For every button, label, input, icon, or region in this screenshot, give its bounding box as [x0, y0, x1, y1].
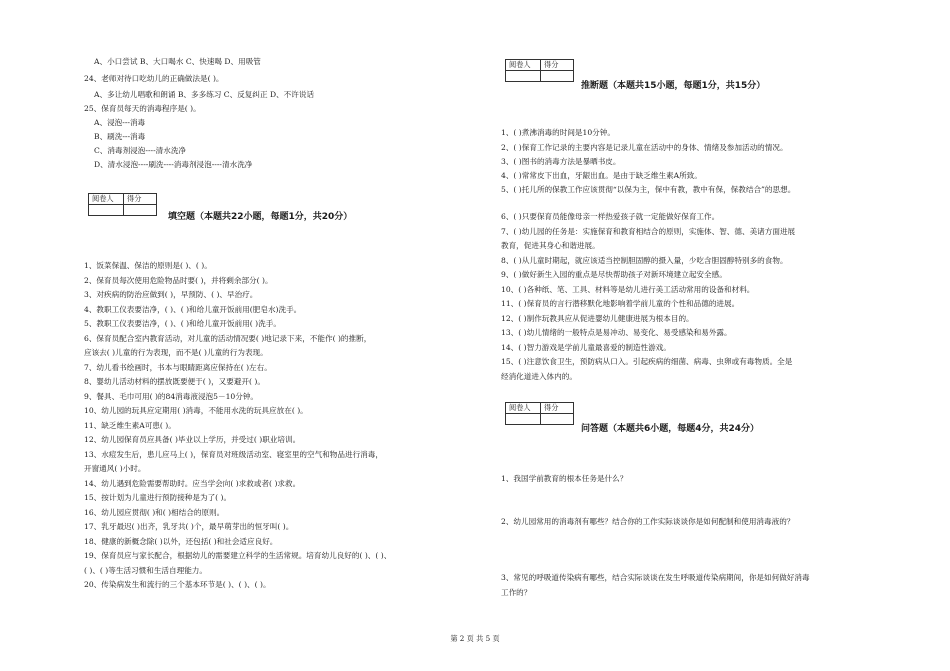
judge-line: 6、( )只要保育员能像母亲一样热爱孩子就一定能做好保育工作。 — [501, 212, 720, 221]
judge-line: 经消化道进入体内的。 — [501, 372, 577, 381]
qa-line: 1、我国学前教育的根本任务是什么？ — [501, 474, 628, 483]
qa-line: 2、幼儿园常用的消毒剂有哪些？结合你的工作实际谈谈你是如何配制和使用消毒液的？ — [501, 517, 795, 526]
judge-line: 教育，促进其身心和谐进展。 — [501, 241, 600, 250]
fill-line: 10、幼儿园的玩具应定期用( )消毒，不能用水洗的玩具应放在( )。 — [84, 406, 308, 415]
fill-line: 8、婴幼儿活动材料的摆放既要便于( )，又要避开( )。 — [84, 377, 265, 386]
fill-section-title: 填空题（本题共22小题，每题1分，共20分） — [168, 212, 353, 222]
fill-line: 4、教职工仪表要洁净，( )、( )和给儿童开饭前用(肥皂水)洗手。 — [84, 305, 302, 314]
score-box-fill — [88, 193, 157, 216]
reviewer-cell — [89, 205, 124, 216]
fill-line: 开窗通风( )小时。 — [84, 464, 146, 473]
question-25: 25、保育员每天的消毒程序是( )。 — [84, 104, 201, 113]
reviewer-label: 阅卷人 — [506, 403, 541, 414]
score-box-judge — [505, 59, 574, 82]
judge-line: 12、( )制作玩教具应从促进婴幼儿健康进展为根本目的。 — [501, 314, 694, 323]
question-25-option-d: D、清水浸泡----刷洗----消毒剂浸泡----清水洗净 — [94, 160, 253, 169]
judge-line: 13、( )幼儿情绪的一般特点是易冲动、易变化、易受感染和易外露。 — [501, 328, 732, 337]
fill-line: 1、饭菜保温、保洁的原则是( )、( )。 — [84, 261, 212, 270]
fill-line: 17、乳牙最迟( )出齐，乳牙共( )个，最早萌芽出的恒牙叫( )。 — [84, 522, 294, 531]
fill-line: 7、幼儿看书绘画时，书本与眼睛距离应保持在( )左右。 — [84, 363, 272, 372]
fill-line: 9、餐具、毛巾可用( )的84消毒液浸泡5－10分钟。 — [84, 392, 259, 401]
page-footer: 第 2 页 共 5 页 — [450, 634, 500, 643]
reviewer-cell — [506, 414, 541, 425]
judge-line: 8、( )从儿童时期起，就应该适当控制胆固醇的摄入量，少吃含胆固醇特别多的食物。 — [501, 256, 788, 265]
judge-line: 10、( )各种纸、笔、工具、材料等是幼儿进行美工活动常用的设备和材料。 — [501, 285, 755, 294]
fill-line: 3、对疾病的防治应做到( )，早预防、( )、早治疗。 — [84, 290, 258, 299]
reviewer-cell — [506, 71, 541, 82]
score-label: 得分 — [541, 60, 574, 71]
judge-section-title: 推断题（本题共15小题，每题1分，共15分） — [581, 81, 766, 91]
score-cell — [124, 205, 157, 216]
score-cell — [541, 414, 574, 425]
qa-line: 3、常见的呼吸道传染病有哪些，结合实际谈谈在发生呼吸道传染病期间，你是如何做好消毒 — [501, 573, 810, 582]
question-25-option-b: B、刷洗---消毒 — [94, 132, 146, 141]
fill-line: 11、缺乏维生素A可患( )。 — [84, 421, 176, 430]
judge-line: 14、( )智力游戏是学前儿童最喜爱的制造性游戏。 — [501, 343, 671, 352]
score-box-qa — [505, 402, 574, 425]
fill-line: 2、保育员每次使用危险物品时要( )，并将剩余部分( )。 — [84, 276, 273, 285]
fill-line: 14、幼儿遇到危险需要帮助时。应当学会向( )求救或者( )求救。 — [84, 479, 301, 488]
question-24: 24、老师对待口吃幼儿的正确做法是( )。 — [84, 74, 224, 83]
qa-line: 工作的？ — [501, 588, 532, 597]
fill-line: 15、按计划为儿童进行预防接种是为了( )。 — [84, 493, 232, 502]
question-25-option-a: A、浸泡---消毒 — [94, 118, 146, 127]
judge-line: 9、( )做好新生入园的重点是尽快帮助孩子对新环境建立起安全感。 — [501, 270, 727, 279]
fill-line: 20、传染病发生和流行的三个基本环节是( )、( )、( )。 — [84, 580, 271, 589]
question-24-options: A、多让幼儿唱歌和朗诵 B、多多练习 C、反复纠正 D、不许说话 — [94, 90, 315, 99]
judge-line: 2、( )保育工作记录的主要内容是记录儿童在活动中的身体、情绪及参加活动的情况。 — [501, 143, 788, 152]
fill-line: 12、幼儿园保育员应具备( )毕业以上学历，并受过( )职业培训。 — [84, 435, 301, 444]
score-label: 得分 — [541, 403, 574, 414]
judge-line: 5、( )托儿所的保教工作应该贯彻“以保为主，保中有教，教中有保，保教结合”的思想。 — [501, 185, 796, 194]
fill-line: ( )、( )等生活习惯和生活自理能力。 — [84, 566, 207, 575]
fill-line: 19、保育员应与家长配合，根据幼儿的需要建立科学的生活常规。培育幼儿良好的( )、( )、 — [84, 551, 392, 560]
reviewer-label: 阅卷人 — [89, 194, 124, 205]
judge-line: 4、( )常常皮下出血，牙龈出血。是由于缺乏维生素A所致。 — [501, 171, 702, 180]
judge-line: 15、( )注意饮食卫生，预防病从口入。引起疾病的细菌、病毒、虫卵或有毒物质。全是 — [501, 357, 793, 366]
qa-section-title: 问答题（本题共6小题，每题4分，共24分） — [581, 424, 760, 434]
question-23-options: A、小口尝试 B、大口喝水 C、快速喝 D、用吸管 — [94, 57, 261, 66]
score-cell — [541, 71, 574, 82]
fill-line: 6、保育员配合室内教育活动，对儿童的活动情况要( )地记录下来，不能作( )的推断， — [84, 334, 372, 343]
judge-line: 3、( )图书的消毒方法是暴晒书皮。 — [501, 157, 621, 166]
fill-line: 5、教职工仪表要洁净，( )、( )和给儿童开饭前用( )洗手。 — [84, 319, 281, 328]
reviewer-label: 阅卷人 — [506, 60, 541, 71]
fill-line: 16、幼儿园应贯彻( )和( )相结合的原则。 — [84, 508, 225, 517]
question-25-option-c: C、消毒剂浸泡----清水洗净 — [94, 146, 187, 155]
fill-line: 13、水痘发生后，患儿应马上( )，保育员对班级活动室、寝室里的空气和物品进行消毒， — [84, 450, 383, 459]
judge-line: 11、( )保育员的言行潜移默化地影响着学前儿童的个性和品德的进展。 — [501, 299, 740, 308]
fill-line: 应该去( )儿童的行为表现，而不是( )儿童的行为表现。 — [84, 348, 268, 357]
judge-line: 1、( )煮沸消毒的时间是10分钟。 — [501, 128, 615, 137]
judge-line: 7、( )幼儿园的任务是：实施保育和教育相结合的原则，实施体、智、德、美诸方面进展 — [501, 227, 796, 236]
fill-line: 18、健康的新概念除( )以外，还包括( )和社会适应良好。 — [84, 537, 278, 546]
score-label: 得分 — [124, 194, 157, 205]
